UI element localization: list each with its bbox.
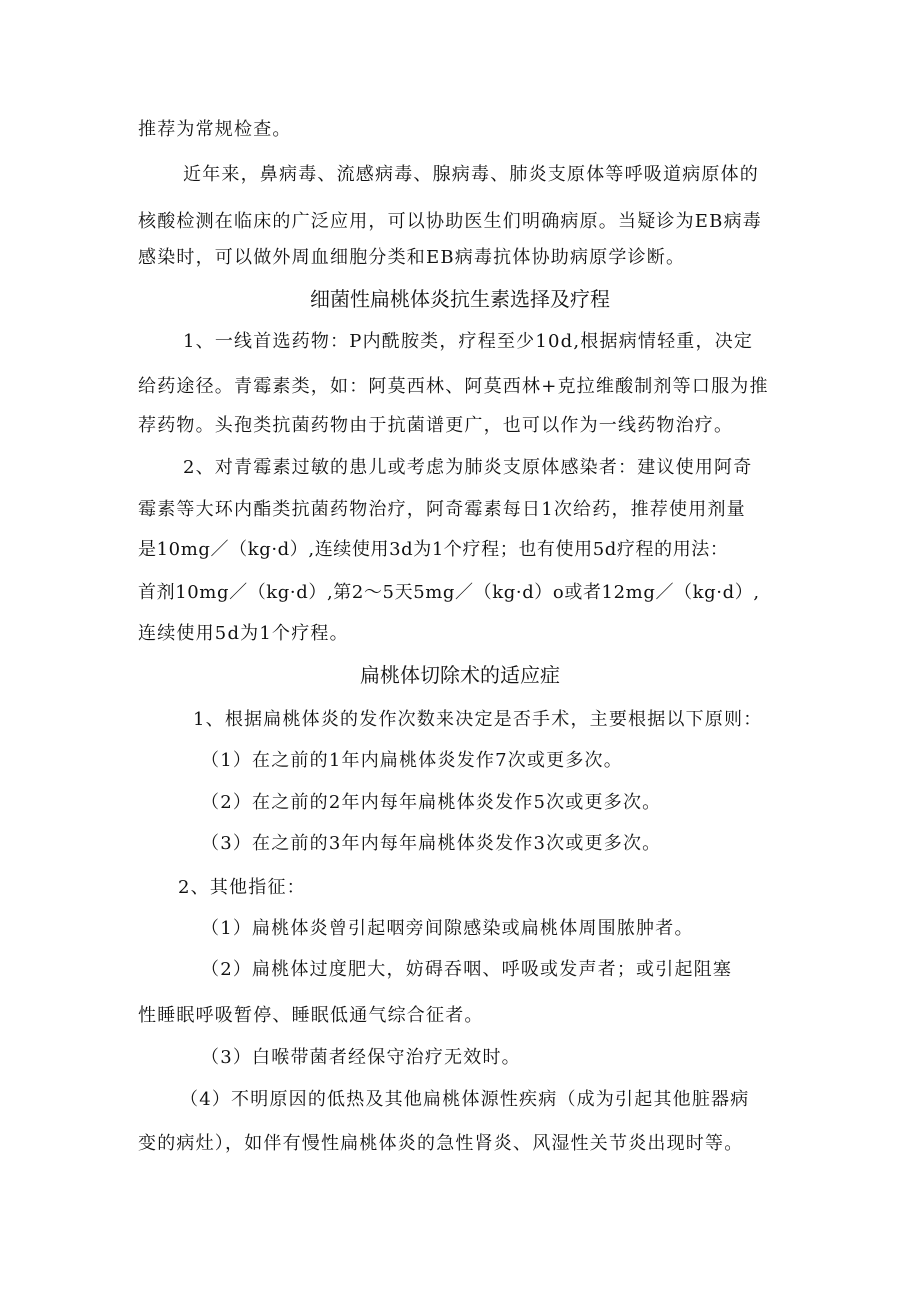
list-item: 变的病灶），如伴有慢性扁桃体炎的急性肾炎、风湿性关节炎出现时等。 <box>138 1133 744 1154</box>
paragraph-line: 1、一线首选药物：P内酰胺类，疗程至少10d,根据病情轻重，决定 <box>183 331 754 352</box>
list-item: 性睡眠呼吸暂停、睡眠低通气综合征者。 <box>138 1005 484 1026</box>
section-heading: 细菌性扁桃体炎抗生素选择及疗程 <box>310 287 610 311</box>
list-item: （1）扁桃体炎曾引起咽旁间隙感染或扁桃体周围脓肿者。 <box>201 918 694 939</box>
list-item: （2）扁桃体过度肥大，妨碍吞咽、呼吸或发声者；或引起阻塞 <box>201 959 733 980</box>
list-item: 1、根据扁桃体炎的发作次数来决定是否手术，主要根据以下原则： <box>193 709 763 730</box>
paragraph-line: 霉素等大环内酯类抗菌药物治疗，阿奇霉素每日1次给药，推荐使用剂量 <box>138 499 746 520</box>
paragraph-line: 是10mg／（kg·d）,连续使用3d为1个疗程；也有使用5d疗程的用法： <box>138 539 729 560</box>
paragraph-line: 给药途径。青霉素类，如：阿莫西林、阿莫西林+克拉维酸制剂等口服为推 <box>138 376 769 397</box>
list-item: （4）不明原因的低热及其他扁桃体源性疾病（成为引起其他脏器病 <box>180 1089 750 1110</box>
paragraph-line: 感染时，可以做外周血细胞分类和EB病毒抗体协助病原学诊断。 <box>138 247 686 268</box>
list-item: （3）在之前的3年内每年扁桃体炎发作3次或更多次。 <box>201 833 662 854</box>
paragraph-line: 推荐为常规检查。 <box>138 119 292 140</box>
paragraph-line: 连续使用5d为1个疗程。 <box>138 623 349 644</box>
list-item: 2、其他指征： <box>178 877 306 898</box>
paragraph-line: 近年来，鼻病毒、流感病毒、腺病毒、肺炎支原体等呼吸道病原体的 <box>183 164 759 185</box>
paragraph-line: 荐药物。头孢类抗菌药物由于抗菌谱更广，也可以作为一线药物治疗。 <box>138 415 734 436</box>
paragraph-line: 2、对青霉素过敏的患儿或考虑为肺炎支原体感染者：建议使用阿奇 <box>183 457 753 478</box>
list-item: （1）在之前的1年内扁桃体炎发作7次或更多次。 <box>201 750 623 771</box>
paragraph-line: 首剂10mg／（kg·d）,第2～5天5mg／（kg·d）o或者12mg／（kg·d）, <box>138 582 760 603</box>
list-item: （3）白喉带菌者经保守治疗无效时。 <box>201 1047 521 1068</box>
list-item: （2）在之前的2年内每年扁桃体炎发作5次或更多次。 <box>201 792 662 813</box>
paragraph-line: 核酸检测在临床的广泛应用，可以协助医生们明确病原。当疑诊为EB病毒 <box>138 211 762 232</box>
section-heading: 扁桃体切除术的适应症 <box>360 663 560 687</box>
